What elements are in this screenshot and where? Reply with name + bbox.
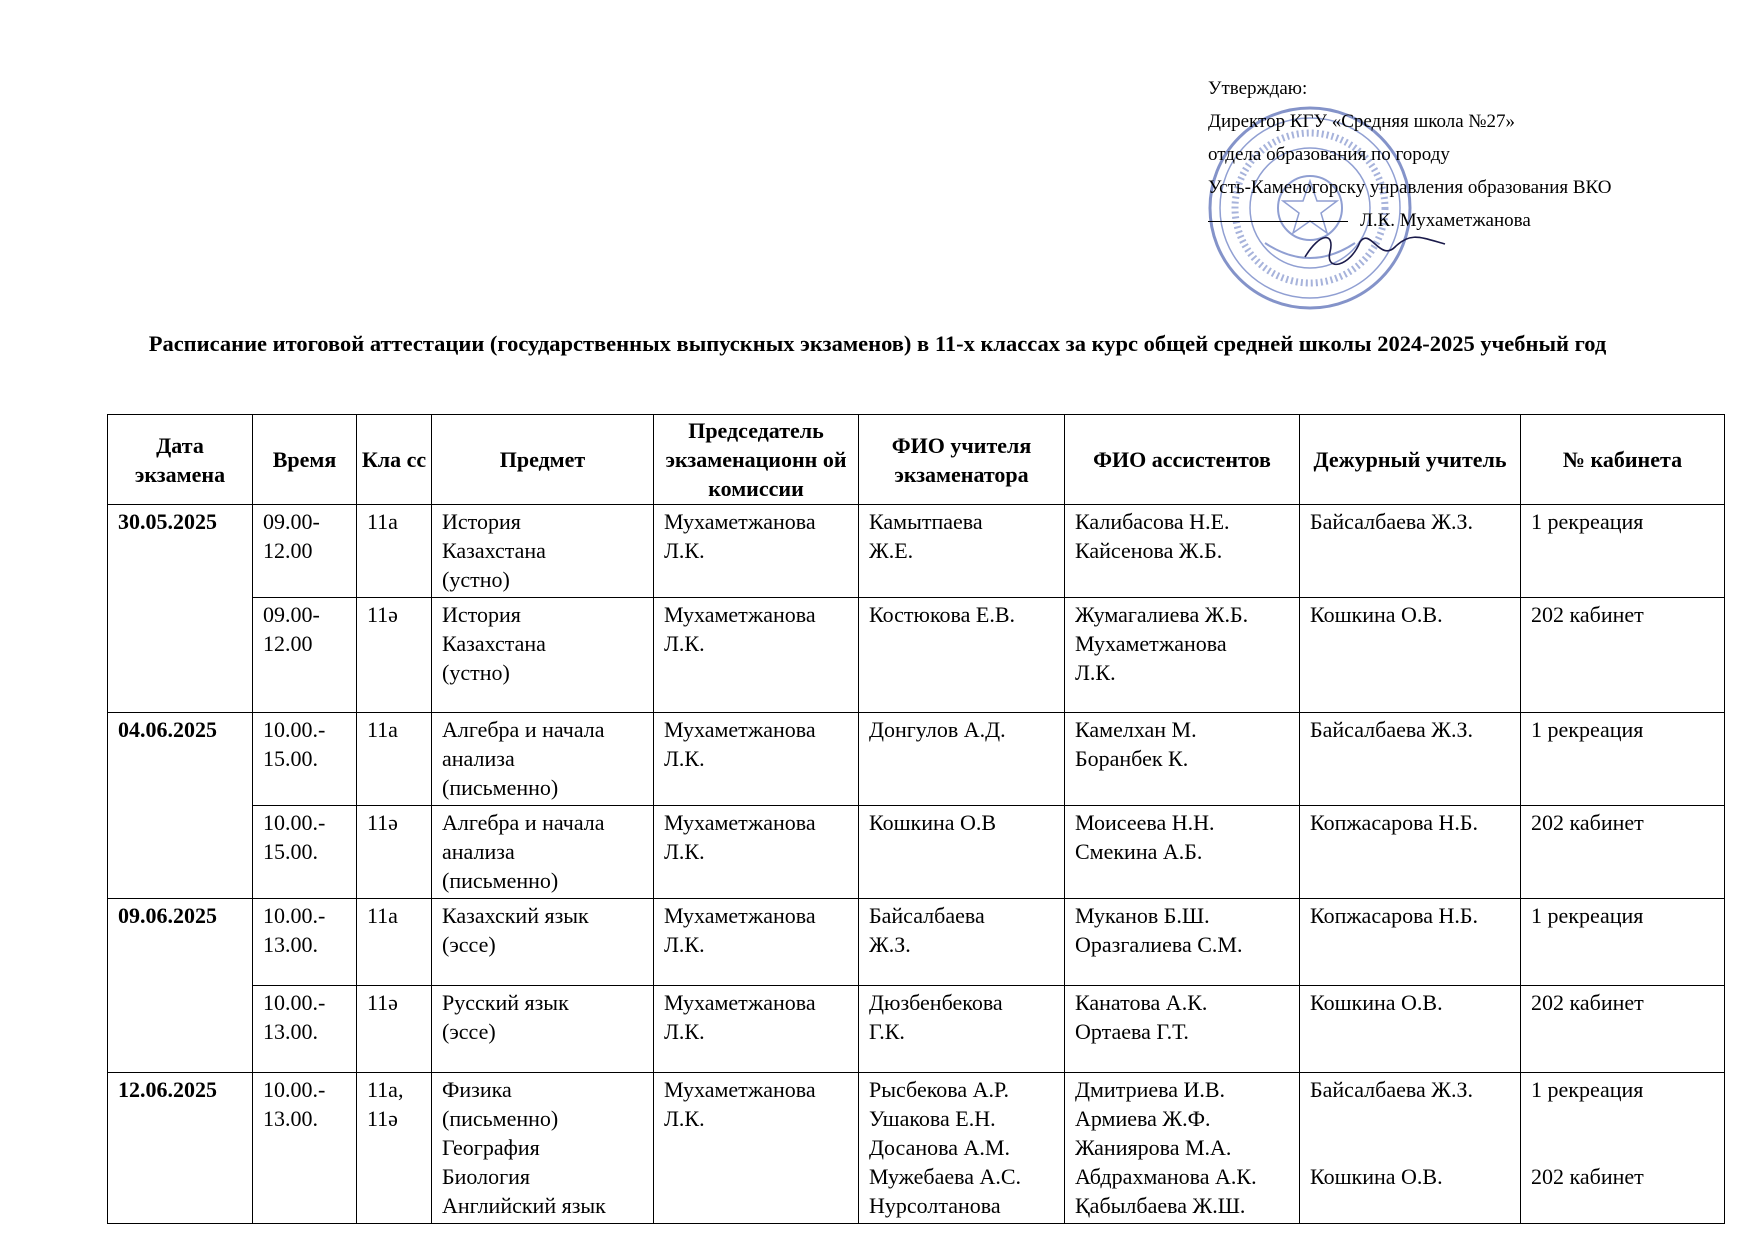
exam-subject: Казахский язык (эссе) (432, 899, 654, 986)
exam-examiner: Камытпаева Ж.Е. (859, 505, 1065, 598)
exam-examiner: Донгулов А.Д. (859, 713, 1065, 806)
header-subject: Предмет (432, 415, 654, 505)
exam-subject: Алгебра и начала анализа (письменно) (432, 713, 654, 806)
table-row (108, 713, 1725, 806)
exam-examiner: Дюзбенбекова Г.К. (859, 986, 1065, 1073)
exam-examiner: Рысбекова А.Р. Ушакова Е.Н. Досанова А.М. Мужебаева А.С. Нурсолтанова (859, 1073, 1065, 1224)
exam-chair: Мухаметжанова Л.К. (654, 505, 859, 598)
duty-teacher-physics: Байсалбаева Ж.З. (1310, 1077, 1473, 1102)
exam-subject: Алгебра и начала анализа (письменно) (432, 806, 654, 899)
room-other: 202 кабинет (1531, 1164, 1644, 1189)
exam-assistants: Моисеева Н.Н. Смекина А.Б. (1065, 806, 1300, 899)
exam-class: 11ә (357, 806, 432, 899)
exam-time: 10.00.- 13.00. (253, 899, 357, 986)
header-assistants: ФИО ассистентов (1065, 415, 1300, 505)
table-header-row (108, 415, 1725, 505)
table-row (108, 986, 1725, 1073)
exam-subject: Физика (письменно) География Биология Английский язык (432, 1073, 654, 1224)
exam-class: 11а (357, 713, 432, 806)
exam-room: 202 кабинет (1521, 986, 1725, 1073)
header-time: Время (253, 415, 357, 505)
approval-signatory: Л.К. Мухаметжанова (1360, 210, 1531, 231)
exam-assistants: Камелхан М. Боранбек К. (1065, 713, 1300, 806)
header-chair: Председатель экзаменационн ой комиссии (654, 415, 859, 505)
approval-heading: Утверждаю: (1208, 78, 1308, 99)
exam-chair: Мухаметжанова Л.К. (654, 986, 859, 1073)
exam-duty-teacher (1300, 1073, 1521, 1224)
exam-time: 10.00.- 15.00. (253, 713, 357, 806)
exam-time: 10.00.- 13.00. (253, 986, 357, 1073)
exam-assistants: Жумагалиева Ж.Б. Мухаметжанова Л.К. (1065, 598, 1300, 713)
exam-subject: Русский язык (эссе) (432, 986, 654, 1073)
exam-duty-teacher: Копжасарова Н.Б. (1300, 899, 1521, 986)
header-examiner: ФИО учителя экзаменатора (859, 415, 1065, 505)
exam-date: 12.06.2025 (108, 1073, 253, 1224)
handwritten-signature (1300, 222, 1450, 272)
table-row (108, 1073, 1725, 1224)
approval-department: отдела образования по городу (1208, 144, 1450, 165)
page-title: Расписание итоговой аттестации (государственных выпускных экзаменов) в 11-х классах за курс общей средней школы 2024-2025 учебный год (148, 331, 1607, 356)
approval-block (1208, 72, 1728, 237)
exam-examiner: Байсалбаева Ж.З. (859, 899, 1065, 986)
exam-assistants: Канатова А.К. Ортаева Г.Т. (1065, 986, 1300, 1073)
exam-room: 1 рекреация (1521, 505, 1725, 598)
exam-examiner: Костюкова Е.В. (859, 598, 1065, 713)
exam-duty-teacher: Байсалбаева Ж.З. (1300, 713, 1521, 806)
exam-chair: Мухаметжанова Л.К. (654, 713, 859, 806)
exam-assistants: Муканов Б.Ш. Оразгалиева С.М. (1065, 899, 1300, 986)
exam-subject: История Казахстана (устно) (432, 505, 654, 598)
exam-duty-teacher: Копжасарова Н.Б. (1300, 806, 1521, 899)
exam-duty-teacher: Байсалбаева Ж.З. (1300, 505, 1521, 598)
exam-room: 1 рекреация (1521, 899, 1725, 986)
exam-class: 11а (357, 505, 432, 598)
exam-chair: Мухаметжанова Л.К. (654, 806, 859, 899)
header-class: Кла сс (357, 415, 432, 505)
exam-room: 202 кабинет (1521, 806, 1725, 899)
exam-class: 11а, 11ә (357, 1073, 432, 1224)
exam-room: 202 кабинет (1521, 598, 1725, 713)
exam-time: 10.00.- 13.00. (253, 1073, 357, 1224)
exam-date: 30.05.2025 (108, 505, 253, 713)
cell-gap (1531, 1104, 1714, 1162)
exam-class: 11а (357, 899, 432, 986)
exam-assistants: Дмитриева И.В. Армиева Ж.Ф. Жаниярова М.А. Абдрахманова А.К. Қабылбаева Ж.Ш. (1065, 1073, 1300, 1224)
table-row (108, 505, 1725, 598)
header-room: № кабинета (1521, 415, 1725, 505)
exam-chair: Мухаметжанова Л.К. (654, 598, 859, 713)
table-row (108, 899, 1725, 986)
approval-administration: Усть-Каменогорску управления образования ВКО (1208, 177, 1612, 198)
exam-assistants: Калибасова Н.Е. Кайсенова Ж.Б. (1065, 505, 1300, 598)
approval-signature-line (1208, 204, 1728, 237)
table-row (108, 806, 1725, 899)
exam-time: 09.00- 12.00 (253, 598, 357, 713)
exam-examiner: Кошкина О.В (859, 806, 1065, 899)
exam-time: 10.00.- 15.00. (253, 806, 357, 899)
header-date: Дата экзамена (108, 415, 253, 505)
exam-chair: Мухаметжанова Л.К. (654, 1073, 859, 1224)
exam-date: 09.06.2025 (108, 899, 253, 1073)
exam-room: 1 рекреация (1521, 713, 1725, 806)
exam-room (1521, 1073, 1725, 1224)
approval-director: Директор КГУ «Средняя школа №27» (1208, 111, 1516, 132)
room-physics: 1 рекреация (1531, 1077, 1644, 1102)
table-row (108, 598, 1725, 713)
cell-gap (1310, 1104, 1510, 1162)
exam-date: 04.06.2025 (108, 713, 253, 899)
exam-class: 11ә (357, 598, 432, 713)
exam-subject: История Казахстана (устно) (432, 598, 654, 713)
exam-schedule-table (107, 414, 1725, 1224)
exam-chair: Мухаметжанова Л.К. (654, 899, 859, 986)
header-duty: Дежурный учитель (1300, 415, 1521, 505)
exam-duty-teacher: Кошкина О.В. (1300, 598, 1521, 713)
exam-duty-teacher: Кошкина О.В. (1300, 986, 1521, 1073)
exam-time: 09.00- 12.00 (253, 505, 357, 598)
duty-teacher-other: Кошкина О.В. (1310, 1164, 1443, 1189)
exam-class: 11ә (357, 986, 432, 1073)
